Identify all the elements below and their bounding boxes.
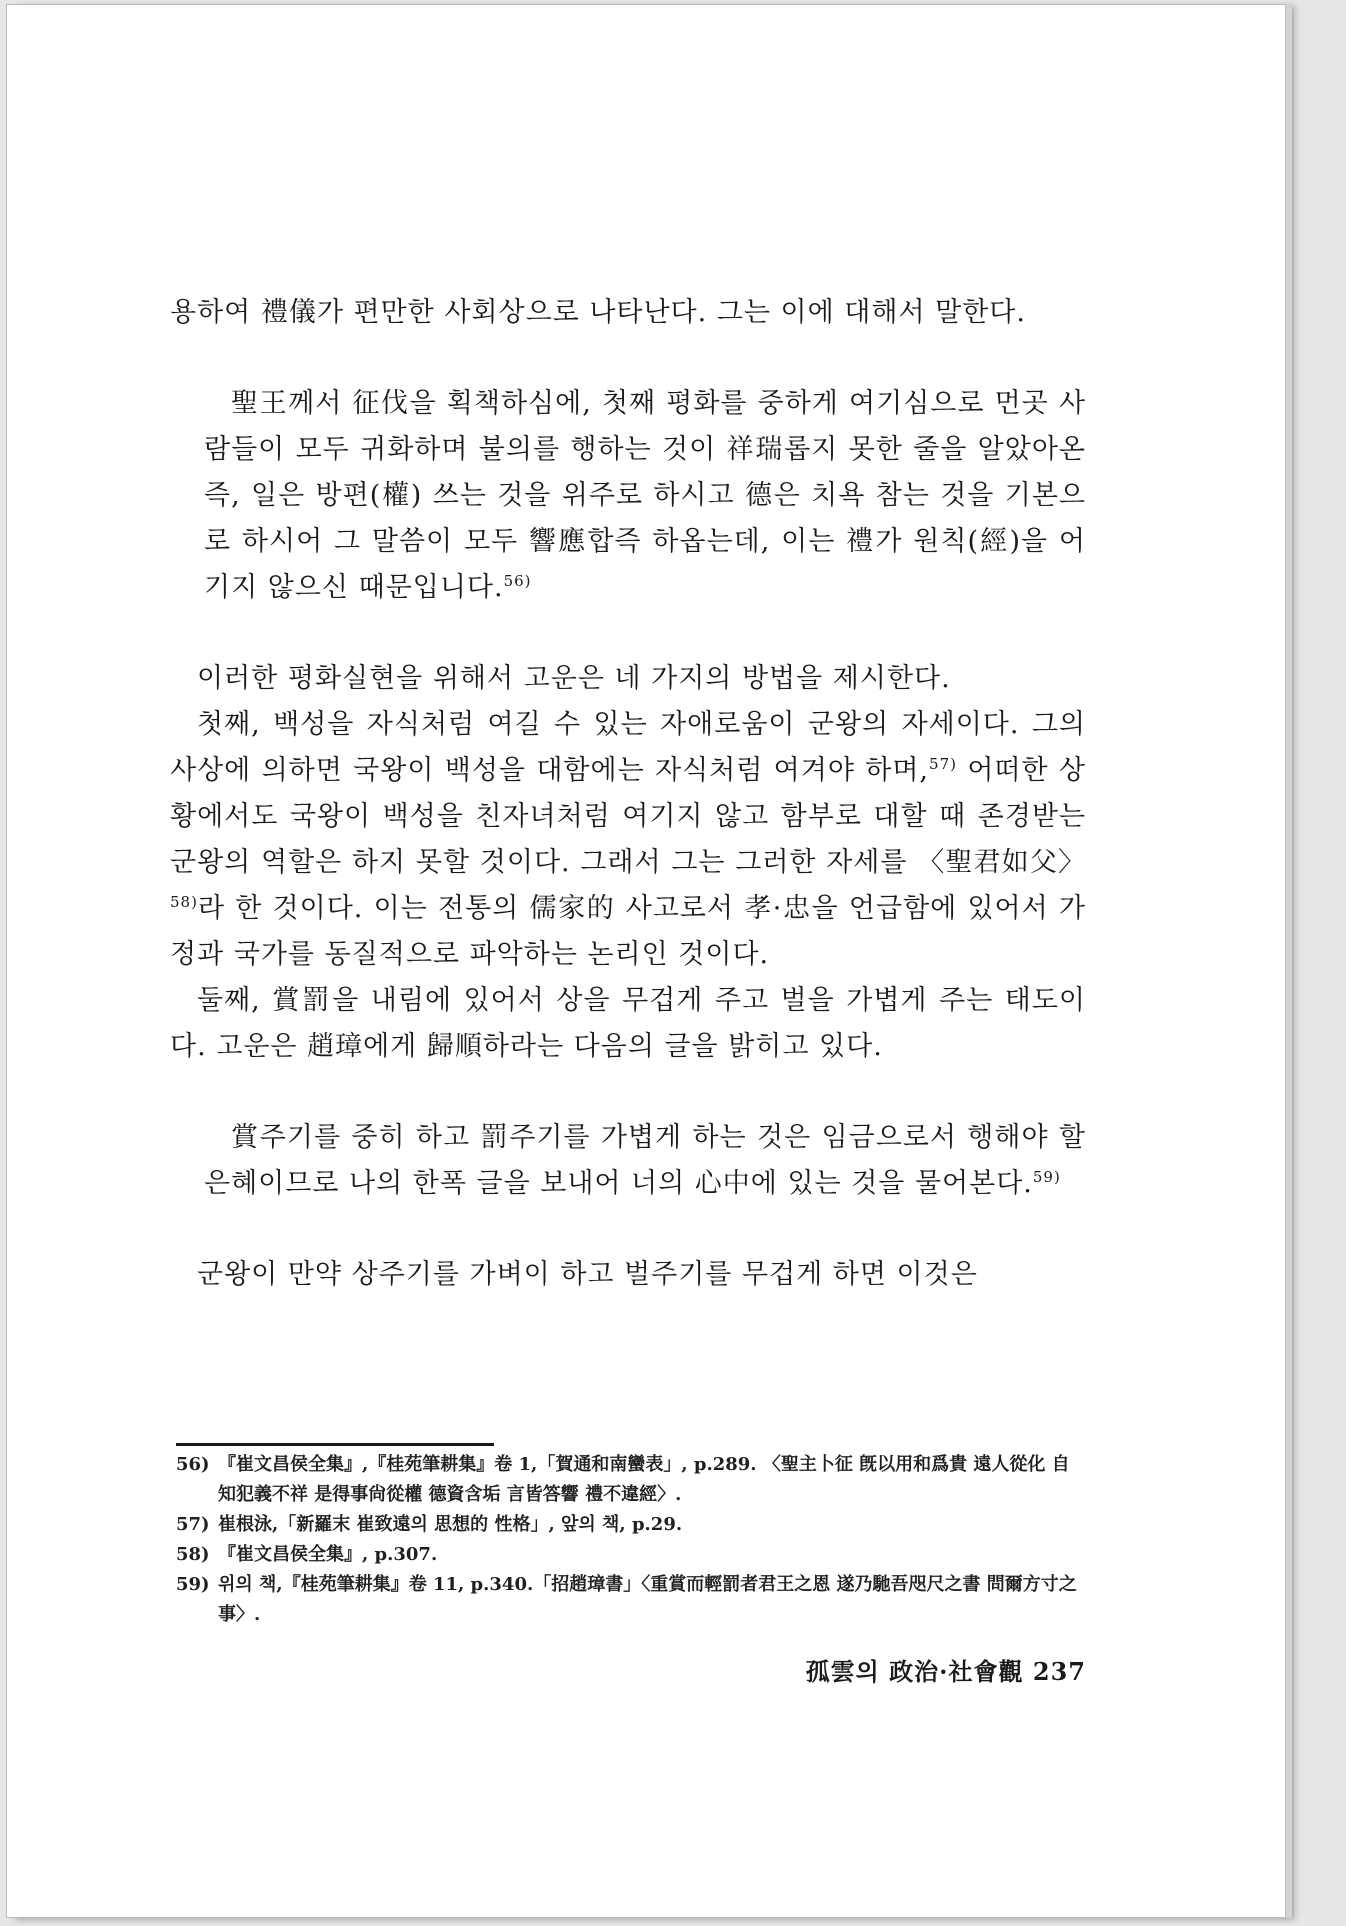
footnote-text: 위의 책,『桂苑筆耕集』卷 11, p.340.「招趙璋書」〈重賞而輕罰者君王之恩 遂乃馳吾咫尺之書 問爾方寸之事〉.: [218, 1574, 1077, 1625]
paragraph-text: 용하여 禮儀가 편만한 사회상으로 나타난다. 그는 이에 대해서 말한다.: [170, 297, 1026, 328]
running-footer: [750, 1652, 1086, 1687]
footnote-text: 『崔文昌侯全集』,『桂苑筆耕集』卷 1,「賀通和南蠻表」, p.289. 〈聖主卜征 旣以用和爲貴 遠人從化 自知犯義不祥 是得事尙從權 德資含垢 言皆答響 禮不違經〉.: [218, 1454, 1070, 1505]
paragraph-continued: [170, 290, 1086, 336]
footnote-text: 『崔文昌侯全集』, p.307.: [218, 1544, 438, 1565]
page-edge-shadow: [1286, 10, 1296, 1918]
footnote: [176, 1450, 1086, 1510]
footnote-ref[interactable]: 58): [170, 893, 198, 911]
spacer: [170, 1207, 1086, 1252]
footnote: [176, 1540, 1086, 1570]
block-quote: [204, 381, 1086, 611]
paragraph-text: 라 한 것이다. 이는 전통의 儒家的 사고로서 孝·忠을 언급함에 있어서 가정과 국가를 동질적으로 파악하는 논리인 것이다.: [170, 893, 1086, 970]
spacer: [170, 1070, 1086, 1115]
paragraph-text: 어떠한 상황에서도 국왕이 백성을 친자녀처럼 여기지 않고 함부로 대할 때 존경받는 군왕의 역할은 하지 못할 것이다. 그래서 그는 그러한 자세를 〈聖君如父〉: [170, 755, 1086, 878]
page-number: 237: [1032, 1657, 1086, 1686]
spacer: [170, 611, 1086, 656]
paragraph: [170, 1252, 1086, 1298]
paragraph: [170, 702, 1086, 978]
footnote-separator: [176, 1443, 494, 1446]
paragraph: [170, 978, 1086, 1070]
footnote-number: 59): [176, 1574, 210, 1595]
footnotes: [176, 1450, 1086, 1630]
paragraph-text: 군왕이 만약 상주기를 가벼이 하고 벌주기를 무겁게 하면 이것은: [197, 1259, 978, 1290]
paragraph-text: 이러한 평화실현을 위해서 고운은 네 가지의 방법을 제시한다.: [197, 663, 951, 694]
quote-text: 賞주기를 중히 하고 罰주기를 가볍게 하는 것은 임금으로서 행해야 할 은혜이므로 나의 한폭 글을 보내어 너의 心中에 있는 것을 물어본다.: [204, 1122, 1086, 1199]
footnote-number: 56): [176, 1454, 210, 1475]
footnote-number: 58): [176, 1544, 210, 1565]
footnote-ref[interactable]: 57): [929, 755, 957, 773]
running-title: 孤雲의 政治·社會觀: [805, 1657, 1024, 1686]
paragraph-text: 첫째, 백성을 자식처럼 여길 수 있는 자애로움이 군왕의 자세이다. 그의 사상에 의하면 국왕이 백성을 대함에는 자식처럼 여겨야 하며,: [170, 709, 1086, 786]
footnote-text: 崔根泳,「新羅末 崔致遠의 思想的 性格」, 앞의 책, p.29.: [218, 1514, 683, 1535]
footnote: [176, 1510, 1086, 1540]
footnote-ref[interactable]: 59): [1032, 1168, 1061, 1186]
paragraph-text: 둘째, 賞罰을 내림에 있어서 상을 무겁게 주고 벌을 가볍게 주는 태도이다. 고운은 趙璋에게 歸順하라는 다음의 글을 밝히고 있다.: [170, 985, 1086, 1062]
paragraph: [170, 656, 1086, 702]
footnote: [176, 1570, 1086, 1630]
spacer: [170, 336, 1086, 381]
quote-text: 聖王께서 征伐을 획책하심에, 첫째 평화를 중하게 여기심으로 먼곳 사람들이 모두 귀화하며 불의를 행하는 것이 祥瑞롭지 못한 줄을 알았아온즉, 일은 방편(權) 쓰는 것을 위주로 하시고 德은 치욕 참는 것을 기본으로 하시어 그 말씀이 모두 響應합즉 하옵는데, 이는 禮가 원칙(經)을 어기지 않으신 때문입니다.: [204, 388, 1086, 603]
footnote-ref[interactable]: 56): [503, 572, 532, 590]
footnote-number: 57): [176, 1514, 210, 1535]
page-body: [170, 290, 1086, 1298]
block-quote: [204, 1115, 1086, 1207]
